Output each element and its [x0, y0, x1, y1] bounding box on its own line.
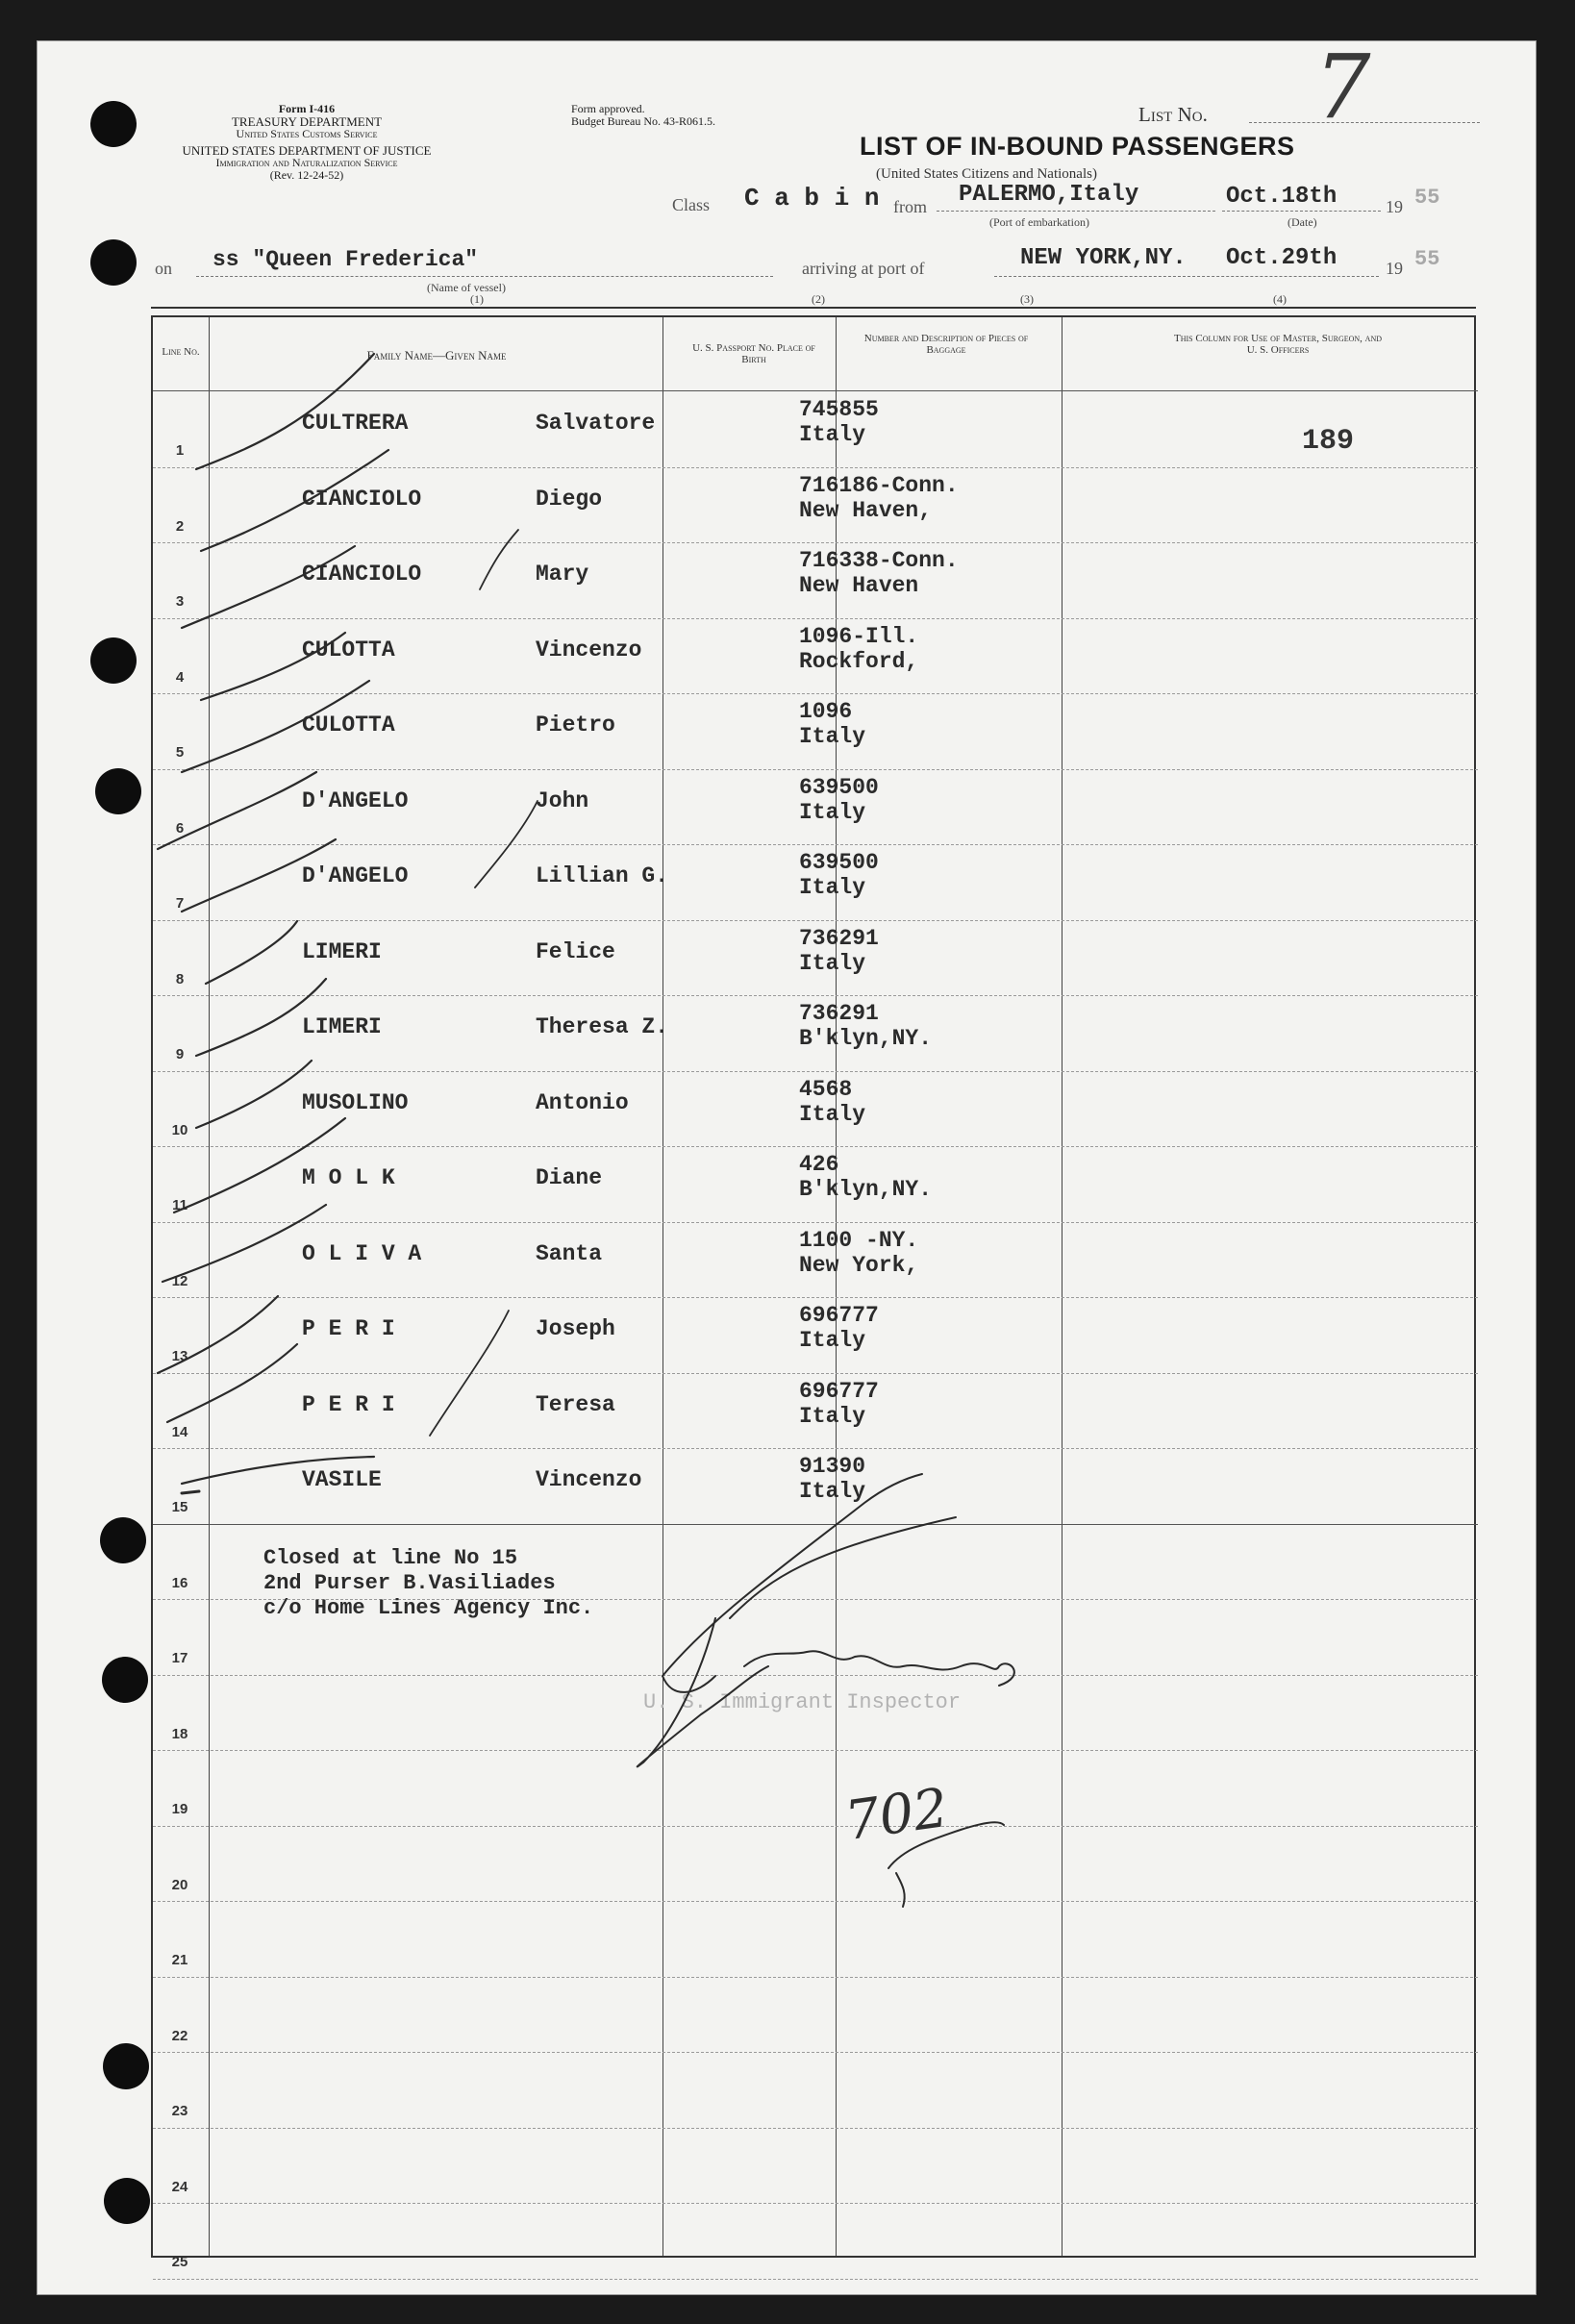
binder-hole — [90, 637, 137, 684]
line-number: 23 — [171, 2103, 188, 2119]
passport-number: 1100 -NY. — [799, 1227, 919, 1253]
row-rule — [153, 2203, 1478, 2204]
given-name: Antonio — [536, 1089, 629, 1115]
year-prefix-arrive: 19 — [1386, 259, 1403, 278]
given-name: Vincenzo — [536, 637, 642, 662]
family-name: MUSOLINO — [302, 1089, 409, 1115]
closing-line-3: c/o Home Lines Agency Inc. — [263, 1596, 594, 1620]
given-name: Diane — [536, 1165, 603, 1190]
place-of-birth: Italy — [799, 875, 866, 900]
line-number: 25 — [171, 2254, 188, 2270]
line-number: 2 — [175, 517, 185, 535]
row-rule — [153, 1750, 1478, 1751]
family-name: P E R I — [302, 1316, 395, 1341]
row-rule — [153, 995, 1478, 996]
row-rule — [153, 467, 1478, 468]
passport-number: 639500 — [799, 850, 879, 875]
list-no-underline — [1249, 122, 1480, 123]
given-name: Teresa — [536, 1391, 615, 1417]
line-number: 11 — [172, 1197, 188, 1213]
list-no-label: List No. — [1138, 103, 1208, 126]
arrival-date: Oct.29th — [1226, 245, 1338, 271]
binder-hole — [103, 2043, 149, 2089]
date-underline — [1222, 211, 1381, 212]
form-revision: (Rev. 12-24-52) — [269, 168, 344, 182]
vessel-name: ss "Queen Frederica" — [212, 247, 479, 272]
given-name: Salvatore — [536, 411, 656, 436]
passport-number: 745855 — [799, 397, 879, 422]
row-rule — [153, 1222, 1478, 1223]
given-name: Felice — [536, 938, 615, 964]
from-label: from — [893, 197, 927, 216]
line-number: 24 — [171, 2178, 188, 2195]
family-name: O L I V A — [302, 1240, 422, 1266]
given-name: Theresa Z. — [536, 1014, 669, 1039]
line-number: 5 — [175, 744, 185, 761]
list-no-value: 7 — [1314, 36, 1371, 138]
line-number: 19 — [171, 1801, 188, 1817]
passport-number: 639500 — [799, 774, 879, 800]
line-number: 3 — [175, 593, 185, 610]
passport-number: 4568 — [799, 1076, 853, 1102]
col-1-caption: (1) — [470, 292, 484, 306]
closing-line-2: 2nd Purser B.Vasiliades — [263, 1571, 556, 1595]
place-of-birth: New Haven — [799, 573, 919, 598]
line-number: 18 — [171, 1725, 188, 1742]
year-prefix-depart: 19 — [1386, 197, 1403, 216]
form-agency-block — [153, 103, 461, 182]
justice-dept: UNITED STATES DEPARTMENT OF JUSTICE — [182, 143, 432, 158]
place-of-birth: B'klyn,NY. — [799, 1177, 933, 1202]
col-head-officers: This Column for Use of Master, Surgeon, and U. S. Officers — [1174, 333, 1382, 356]
place-of-birth: B'klyn,NY. — [799, 1026, 933, 1051]
row-rule — [153, 1146, 1478, 1147]
place-of-birth: Italy — [799, 422, 866, 447]
year-depart: 55 — [1414, 186, 1440, 210]
form-approved-block — [571, 103, 715, 128]
family-name: CULTRERA — [302, 411, 409, 436]
passport-number: 736291 — [799, 1001, 879, 1026]
passport-number: 1096-Ill. — [799, 623, 919, 649]
header-row-rule — [153, 390, 1478, 391]
place-of-birth: Italy — [799, 799, 866, 825]
line-number: 15 — [171, 1499, 188, 1515]
row-rule — [153, 1373, 1478, 1374]
port-arrival: NEW YORK,NY. — [1020, 245, 1187, 271]
vessel-underline — [196, 276, 773, 277]
line-number: 7 — [175, 895, 185, 912]
ins-service: Immigration and Naturalization Service — [215, 156, 398, 169]
passport-number: 426 — [799, 1152, 839, 1177]
binder-hole — [100, 1517, 146, 1563]
row-rule — [153, 920, 1478, 921]
place-of-birth: Italy — [799, 1479, 866, 1504]
place-of-birth: Italy — [799, 724, 866, 749]
given-name: Lillian G. — [536, 863, 669, 888]
row-rule — [153, 693, 1478, 694]
date-caption: (Date) — [1288, 215, 1317, 229]
vessel-caption: (Name of vessel) — [427, 281, 506, 294]
port-embarkation: PALERMO,Italy — [959, 182, 1139, 208]
form-number: Form I-416 — [278, 102, 336, 115]
line-number: 14 — [171, 1423, 188, 1440]
line-number: 8 — [175, 970, 185, 987]
binder-hole — [102, 1657, 148, 1703]
place-of-birth: Italy — [799, 1328, 866, 1353]
binder-hole — [90, 101, 137, 147]
year-arrive: 55 — [1414, 247, 1440, 271]
port-embarkation-underline — [937, 211, 1215, 212]
row-rule — [153, 2279, 1478, 2280]
row-rule — [153, 2128, 1478, 2129]
col-2-caption: (2) — [812, 292, 825, 306]
form-title: LIST OF IN-BOUND PASSENGERS — [860, 132, 1295, 161]
on-label: on — [155, 259, 172, 278]
place-of-birth: New York, — [799, 1252, 919, 1278]
departure-date: Oct.18th — [1226, 184, 1338, 210]
form-subtitle: (United States Citizens and Nationals) — [876, 166, 1097, 182]
passport-number: 696777 — [799, 1303, 879, 1328]
row-rule — [153, 618, 1478, 619]
binder-hole — [90, 239, 137, 286]
col-head-name: Family Name—Given Name — [366, 348, 507, 362]
passport-number: 716338-Conn. — [799, 548, 959, 573]
line-number: 20 — [171, 1876, 188, 1893]
col-head-line: Line No. — [162, 346, 200, 358]
line-number: 16 — [171, 1574, 188, 1591]
line-number: 6 — [175, 819, 185, 837]
budget-bureau: Budget Bureau No. 43-R061.5. — [571, 114, 715, 128]
row-rule — [153, 1901, 1478, 1902]
binder-hole — [95, 768, 141, 814]
col-4-caption: (4) — [1273, 292, 1287, 306]
given-name: Santa — [536, 1240, 603, 1266]
line-number: 21 — [171, 1952, 188, 1968]
family-name: M O L K — [302, 1165, 395, 1190]
family-name: D'ANGELO — [302, 863, 409, 888]
family-name: CIANCIOLO — [302, 562, 422, 587]
form-approved: Form approved. — [571, 102, 645, 115]
col-head-passport: U. S. Passport No. Place of Birth — [692, 342, 815, 365]
family-name: P E R I — [302, 1391, 395, 1417]
col-divider — [662, 317, 663, 2256]
row-rule — [153, 1826, 1478, 1827]
family-name: LIMERI — [302, 938, 382, 964]
place-of-birth: New Haven, — [799, 497, 933, 523]
row-rule — [153, 1448, 1478, 1449]
passport-number: 1096 — [799, 699, 853, 724]
header-rule — [151, 307, 1476, 309]
given-name: Vincenzo — [536, 1467, 642, 1492]
arrival-underline — [994, 276, 1379, 277]
place-of-birth: Italy — [799, 1101, 866, 1127]
line-number: 12 — [171, 1272, 188, 1289]
line-number: 17 — [171, 1650, 188, 1666]
arriving-label: arriving at port of — [802, 259, 925, 278]
line-number: 9 — [175, 1046, 185, 1062]
row-rule — [153, 1977, 1478, 1978]
given-name: Diego — [536, 486, 603, 512]
inspector-label: U. S. Immigrant Inspector — [643, 1690, 962, 1714]
row-rule — [153, 1297, 1478, 1298]
class-label: Class — [672, 195, 711, 214]
row-rule — [153, 542, 1478, 543]
line-number: 22 — [171, 2027, 188, 2044]
family-name: CULOTTA — [302, 712, 395, 737]
given-name: Pietro — [536, 712, 615, 737]
row-rule — [153, 769, 1478, 770]
passport-number: 696777 — [799, 1378, 879, 1404]
given-name: John — [536, 787, 589, 813]
place-of-birth: Italy — [799, 950, 866, 976]
closing-line-1: Closed at line No 15 — [263, 1546, 518, 1570]
port-embarkation-caption: (Port of embarkation) — [989, 215, 1089, 229]
col-3-caption: (3) — [1020, 292, 1034, 306]
passport-number: 716186-Conn. — [799, 472, 959, 498]
line-number: 10 — [171, 1121, 188, 1138]
given-name: Joseph — [536, 1316, 615, 1341]
col-divider — [209, 317, 210, 2256]
place-of-birth: Italy — [799, 1403, 866, 1429]
family-name: CIANCIOLO — [302, 486, 422, 512]
class-value: C a b i n — [744, 184, 880, 212]
passenger-end-rule — [153, 1524, 1478, 1525]
place-of-birth: Rockford, — [799, 648, 919, 674]
row-rule — [153, 2052, 1478, 2053]
passenger-list-sheet — [37, 36, 1537, 2295]
row-rule — [153, 844, 1478, 845]
family-name: D'ANGELO — [302, 787, 409, 813]
line-number: 13 — [171, 1348, 188, 1364]
family-name: LIMERI — [302, 1014, 382, 1039]
col-head-baggage: Number and Description of Pieces of Baggage — [863, 333, 1029, 356]
customs-service: United States Customs Service — [236, 127, 378, 140]
row-rule — [153, 1675, 1478, 1676]
treasury-dept: TREASURY DEPARTMENT — [231, 114, 383, 129]
given-name: Mary — [536, 562, 589, 587]
family-name: VASILE — [302, 1467, 382, 1492]
binder-hole — [104, 2178, 150, 2224]
family-name: CULOTTA — [302, 637, 395, 662]
line-number: 1 — [175, 442, 185, 459]
passport-number: 91390 — [799, 1454, 866, 1479]
passport-number: 736291 — [799, 925, 879, 951]
line-number: 4 — [175, 668, 185, 686]
officer-note: 189 — [1302, 425, 1355, 458]
col-divider — [836, 317, 837, 2256]
passenger-table — [151, 315, 1476, 2270]
stamp-note: 702 — [840, 1776, 952, 1854]
row-rule — [153, 1071, 1478, 1072]
